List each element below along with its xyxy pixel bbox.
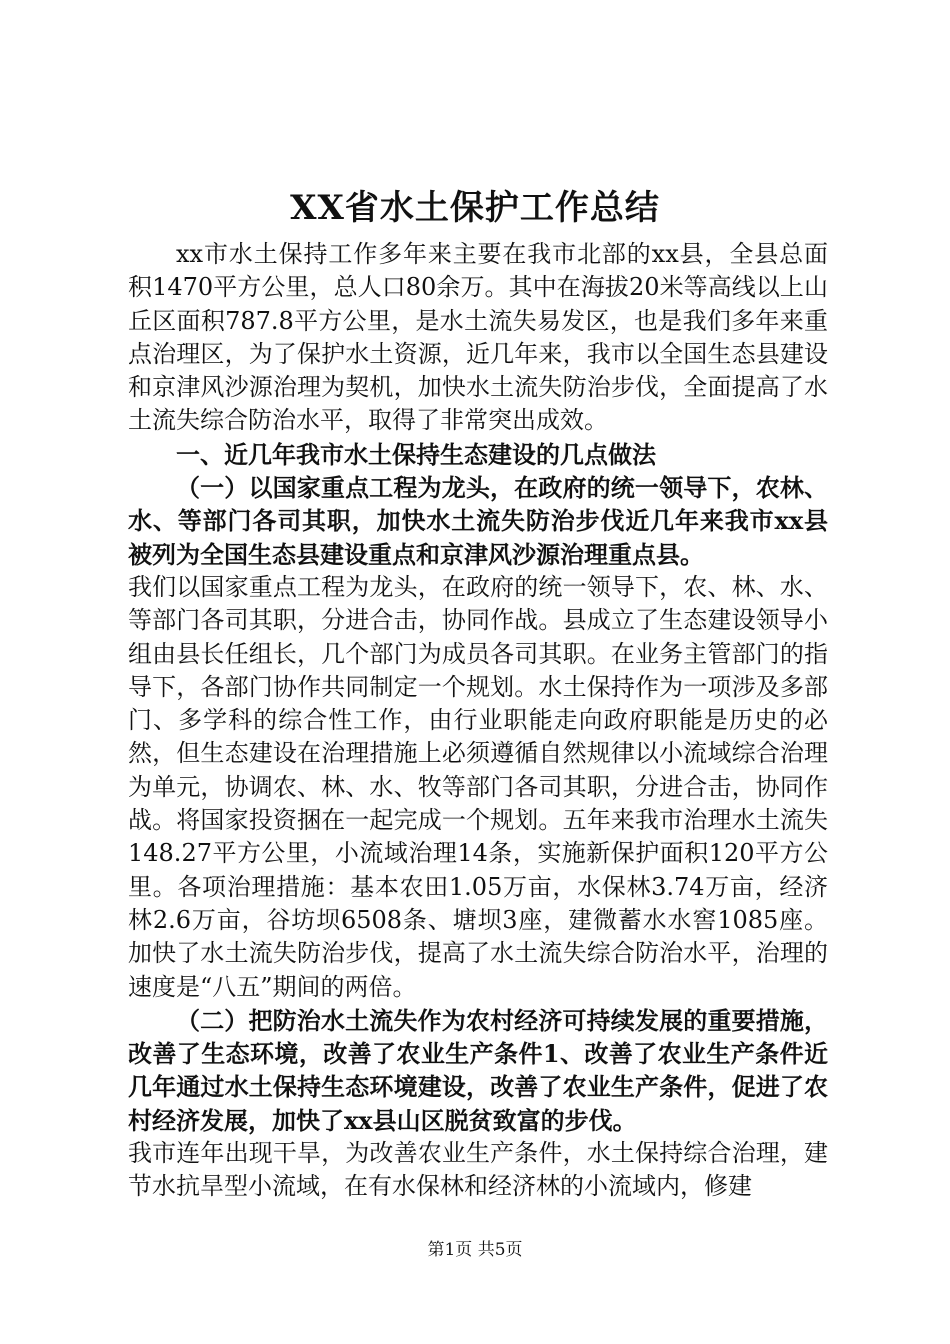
subsection-heading-1: （一）以国家重点工程为龙头，在政府的统一领导下，农林、水、等部门各司其职，加快水土流失防治步伐近几年来我市xx县被列为全国生态县建设重点和京津风沙源治理重点县。 — [128, 473, 828, 569]
paragraph-body-2: 我市连年出现干旱，为改善农业生产条件，水土保持综合治理，建节水抗旱型小流域，在有水保林和经济林的小流域内，修建 — [128, 1139, 828, 1201]
document-title: XX省水土保护工作总结 — [290, 188, 660, 228]
document-body — [128, 238, 828, 1204]
page-footer: 第1页 共5页 — [427, 1240, 523, 1260]
paragraph-intro: xx市水土保持工作多年来主要在我市北部的xx县，全县总面积1470平方公里，总人口80余万。其中在海拔20米等高线以上山丘区面积787.8平方公里，是水土流失易发区，也是我们多年来重点治理区，为了保护水土资源，近几年来，我市以全国生态县建设和京津风沙源治理为契机，加快水土流失防治步伐，全面提高了水土流失综合防治水平，取得了非常突出成效。 — [128, 240, 828, 435]
paragraph-body-1: 我们以国家重点工程为龙头，在政府的统一领导下，农、林、水、等部门各司其职，分进合击，协同作战。县成立了生态建设领导小组由县长任组长，几个部门为成员各司其职。在业务主管部门的指导下，各部门协作共同制定一个规划。水土保持作为一项涉及多部门、多学科的综合性工作，由行业职能走向政府职能是历史的必然，但生态建设在治理措施上必须遵循自然规律以小流域综合治理为单元，协调农、林、水、牧等部门各司其职，分进合击，协同作战。将国家投资捆在一起完成一个规划。五年来我市治理水土流失148.27平方公里，小流域治理14条，实施新保护面积120平方公里。各项治理措施：基本农田1.05万亩，水保林3.74万亩，经济林2.6万亩，谷坊坝6508条、塘坝3座，建微蓄水水窖1085座。加快了水土流失防治步伐，提高了水土流失综合防治水平，治理的速度是“八五”期间的两倍。 — [128, 572, 828, 1001]
subsection-heading-2: （二）把防治水土流失作为农村经济可持续发展的重要措施，改善了生态环境，改善了农业生产条件1、改善了农业生产条件近几年通过水土保持生态环境建设，改善了农业生产条件，促进了农村经济发展，加快了xx县山区脱贫致富的步伐。 — [128, 1005, 828, 1135]
section-heading-1: 一、近几年我市水土保持生态建设的几点做法 — [176, 439, 656, 469]
